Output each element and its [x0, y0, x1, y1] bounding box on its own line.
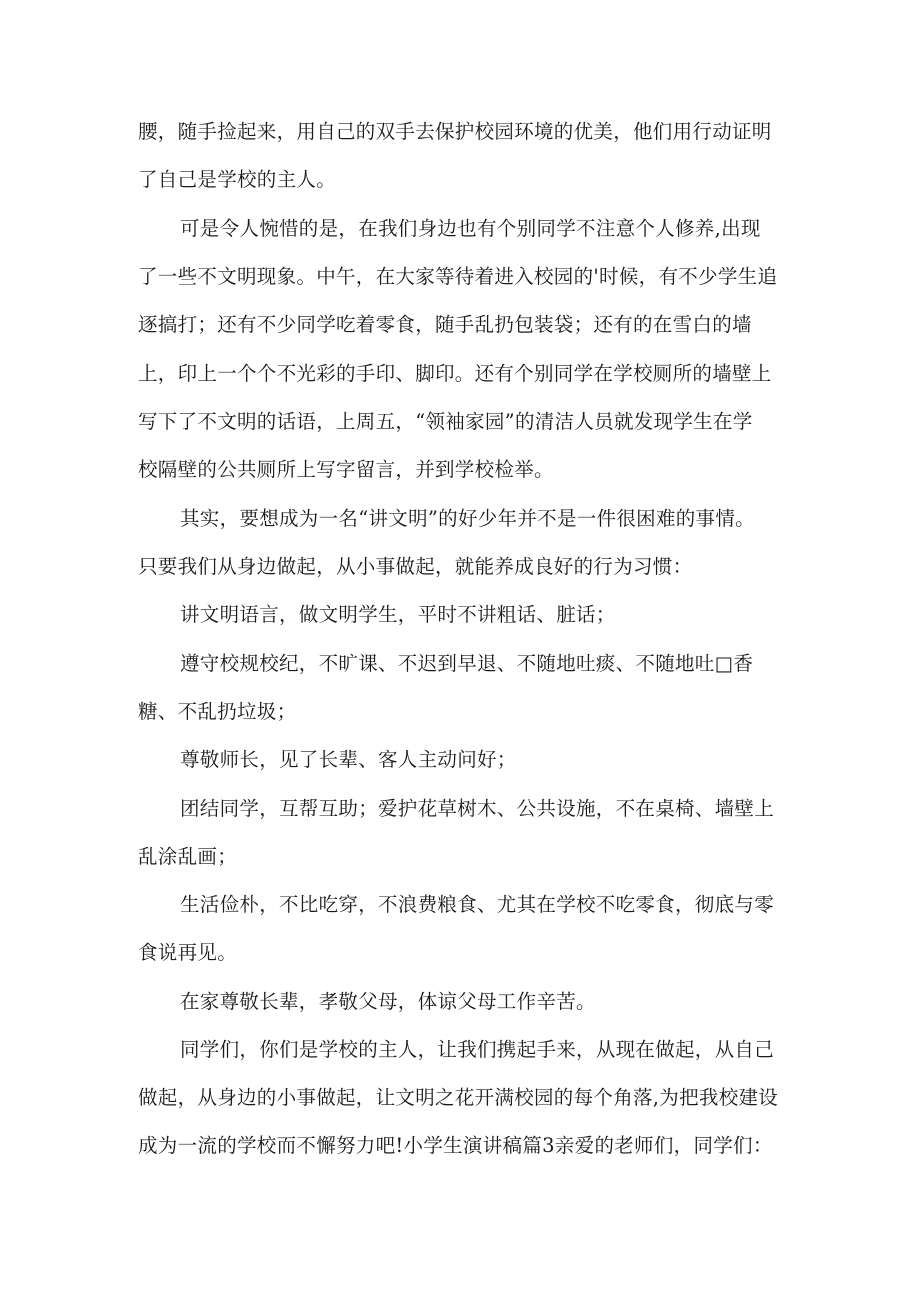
text-line: 了一些不文明现象。中午，在大家等待着进入校园的'时候，有不少学生追	[138, 265, 778, 288]
paragraph-start-line: 生活俭朴，不比吃穿，不浪费粮食、尤其在学校不吃零食，彻底与零	[180, 893, 775, 916]
text-line: 了自己是学校的主人。	[138, 168, 337, 191]
text-line: 只要我们从身边做起，从小事做起，就能养成良好的行为习惯：	[138, 555, 693, 578]
text-line: 食说再见。	[138, 941, 238, 964]
paragraph-start-line: 尊敬师长，见了长辈、客人主动问好；	[180, 748, 517, 771]
paragraph-start-line: 讲文明语言，做文明学生，平时不讲粗话、脏话；	[180, 603, 616, 626]
text-line: 写下了不文明的话语，上周五，“领袖家园”的清洁人员就发现学生在学	[138, 410, 753, 433]
text-line: 做起，从身边的小事做起，让文明之花开满校园的每个角落,为把我校建设	[138, 1086, 779, 1109]
text-line: 上，印上一个个不光彩的手印、脚印。还有个别同学在学校厕所的墙壁上	[138, 362, 772, 385]
text-line: 糖、不乱扔垃圾；	[138, 700, 297, 723]
paragraph-start-line: 其实，要想成为一名“讲文明”的好少年并不是一件很困难的事情。	[180, 507, 755, 530]
text-line: 乱涂乱画；	[138, 845, 238, 868]
paragraph-start-line: 在家尊敬长辈，孝敬父母，体谅父母工作辛苦。	[180, 990, 596, 1013]
text-line: 腰，随手捡起来，用自己的双手去保护校园环境的优美，他们用行动证明	[138, 120, 772, 143]
paragraph-start-line: 遵守校规校纪，不旷课、不迟到早退、不随地吐痰、不随地吐□香	[180, 652, 754, 675]
text-line: 校隔壁的公共厕所上写字留言，并到学校检举。	[138, 458, 554, 481]
paragraph-start-line: 同学们，你们是学校的主人，让我们携起手来，从现在做起，从自己	[180, 1038, 775, 1061]
paragraph-start-line: 可是令人惋惜的是，在我们身边也有个别同学不注意个人修养,出现	[180, 217, 761, 240]
text-line: 逐搞打；还有不少同学吃着零食，随手乱扔包装袋；还有的在雪白的墙	[138, 313, 752, 336]
paragraph-start-line: 团结同学，互帮互助；爱护花草树木、公共设施，不在桌椅、墙壁上	[180, 797, 775, 820]
text-line: 成为一流的学校而不懈努力吧!小学生演讲稿篇3亲爱的老师们，同学们：	[138, 1134, 773, 1157]
